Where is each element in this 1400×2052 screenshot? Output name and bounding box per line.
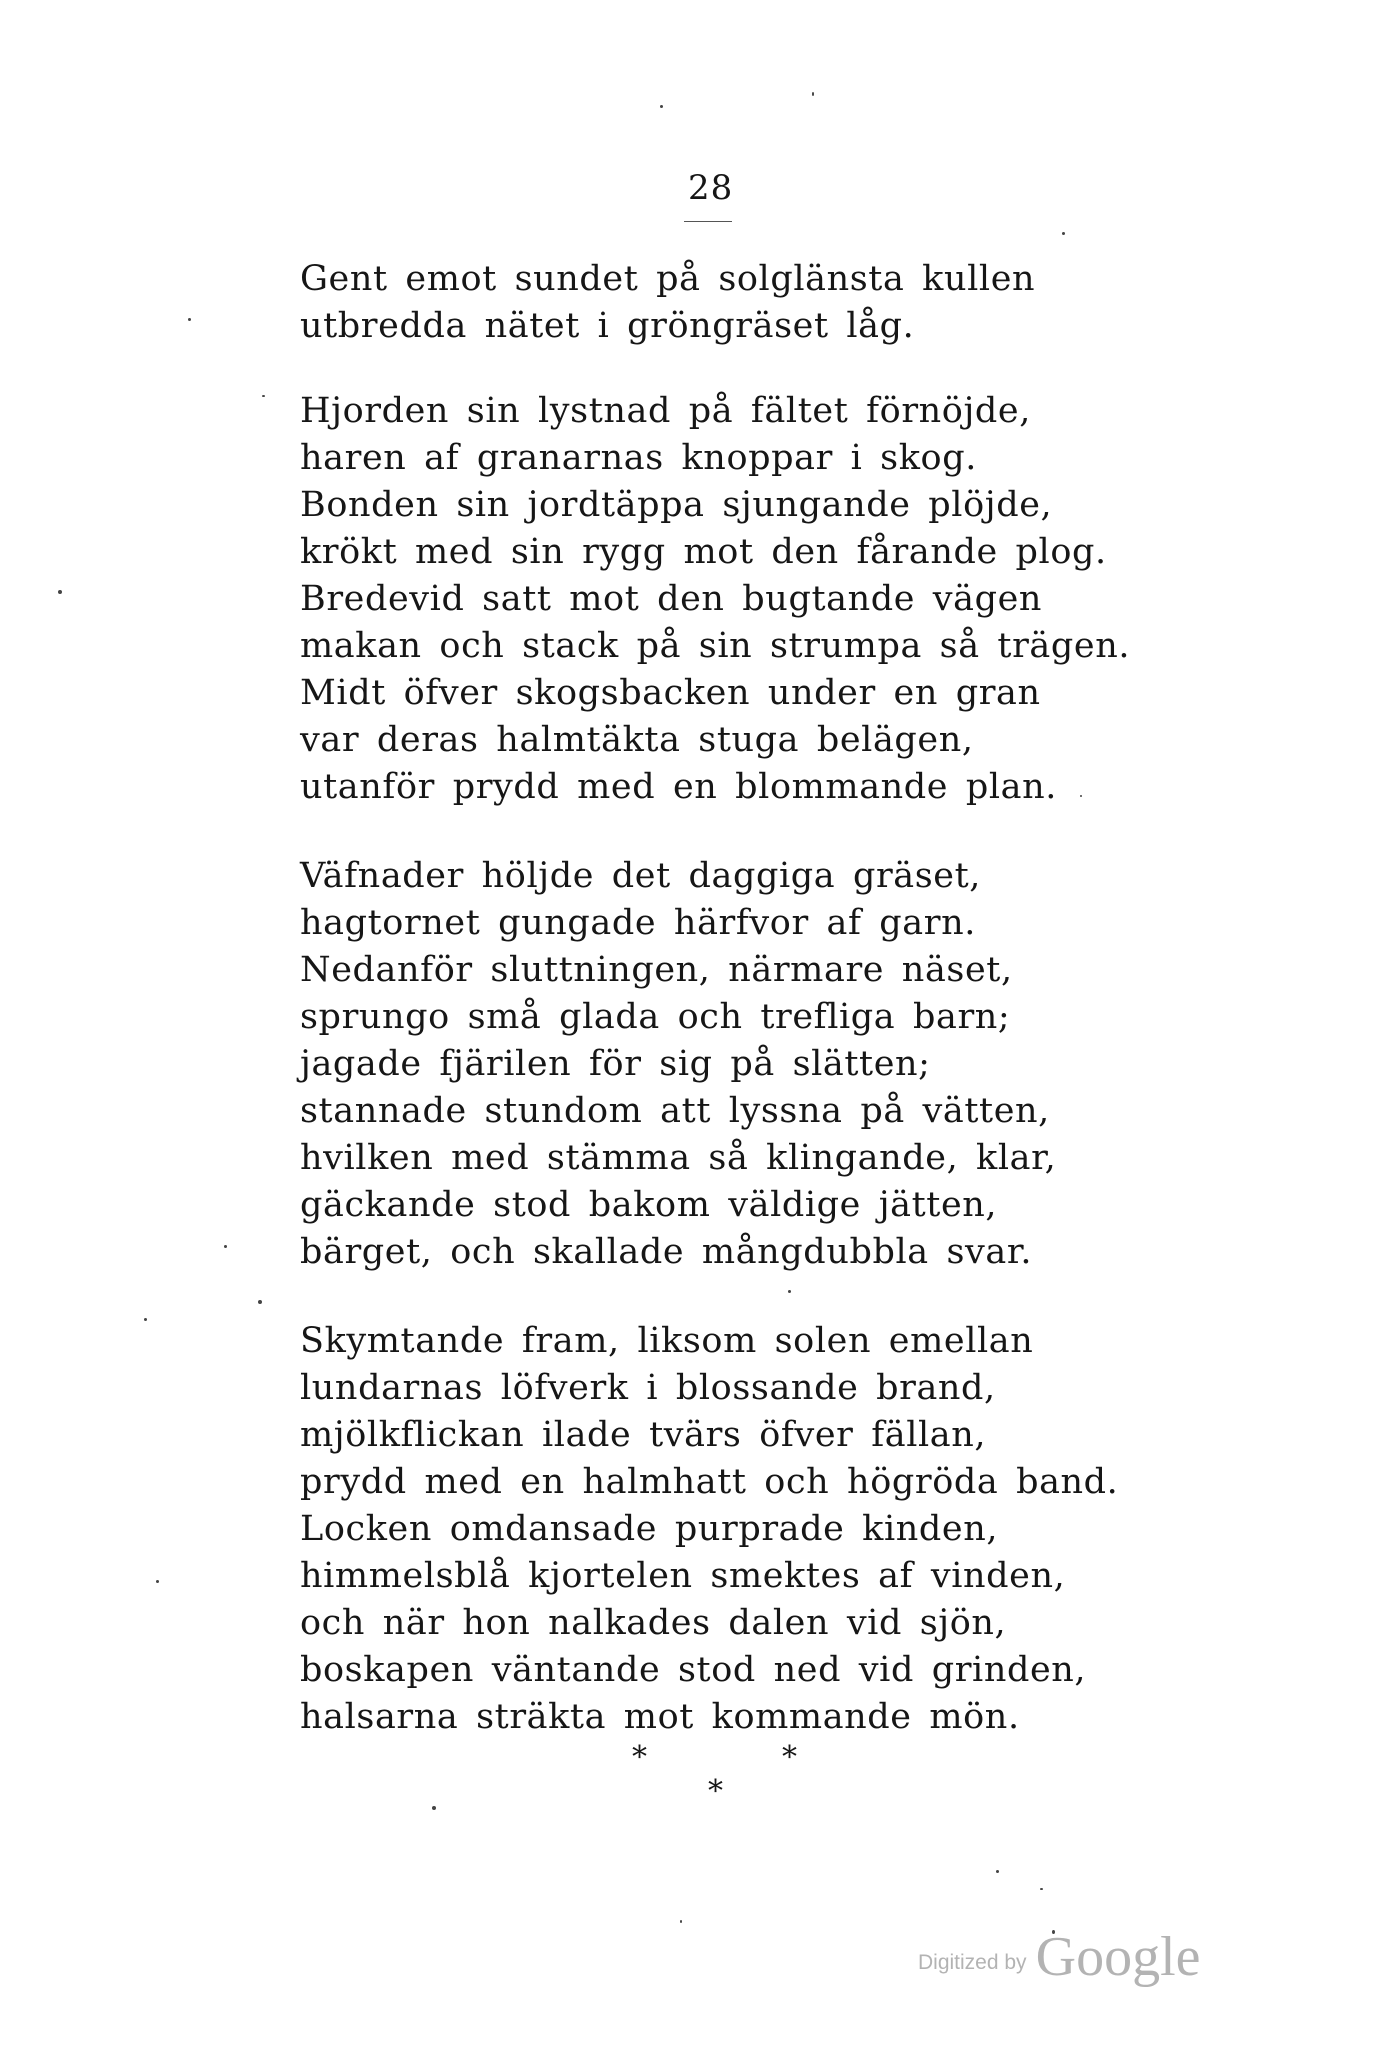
poem-line: Hjorden sin lystnad på fältet förnöjde, bbox=[300, 391, 1031, 431]
poem-line: lundarnas löfverk i blossande brand, bbox=[300, 1368, 996, 1408]
scan-speck bbox=[1040, 1888, 1043, 1890]
poem-line: Väfnader höljde det daggiga gräset, bbox=[300, 856, 982, 896]
poem-line: Nedanför sluttningen, närmare näset, bbox=[300, 950, 1013, 990]
poem-line: mjölkflickan ilade tvärs öfver fällan, bbox=[300, 1415, 987, 1455]
section-separator bbox=[620, 1740, 820, 1810]
poem-line: Skymtande fram, liksom solen emellan bbox=[300, 1321, 1034, 1361]
poem-line: Bonden sin jordtäppa sjungande plöjde, bbox=[300, 485, 1053, 525]
poem-line: himmelsblå kjortelen smektes af vinden, bbox=[300, 1556, 1066, 1596]
scan-speck bbox=[788, 1290, 791, 1293]
poem-line: haren af granarnas knoppar i skog. bbox=[300, 438, 977, 478]
scan-speck bbox=[188, 318, 191, 321]
poem-line: makan och stack på sin strumpa så trägen. bbox=[300, 626, 1131, 666]
google-logo: Google bbox=[1035, 1926, 1201, 1988]
scan-speck bbox=[432, 1806, 436, 1810]
poem-line: stannade stundom att lyssna på vätten, bbox=[300, 1091, 1050, 1131]
scan-speck bbox=[660, 105, 663, 108]
stanza-1 bbox=[300, 256, 1200, 350]
scan-speck bbox=[258, 1300, 262, 1304]
scan-speck bbox=[262, 395, 265, 397]
stanza-3 bbox=[300, 853, 1200, 1276]
poem-line: sprungo små glada och trefliga barn; bbox=[300, 997, 1011, 1037]
poem-line: hvilken med stämma så klingande, klar, bbox=[300, 1138, 1057, 1178]
scan-speck bbox=[224, 1245, 227, 1248]
poem-line: bärget, och skallade mångdubbla svar. bbox=[300, 1232, 1033, 1272]
scan-speck bbox=[156, 1580, 159, 1583]
stanza-4 bbox=[300, 1318, 1200, 1741]
digitized-by-google-watermark bbox=[918, 1925, 1201, 1989]
page-number-rule bbox=[684, 221, 732, 222]
poem-line: krökt med sin rygg mot den fårande plog. bbox=[300, 532, 1107, 572]
scan-speck bbox=[1080, 795, 1082, 797]
poem-line: och när hon nalkades dalen vid sjön, bbox=[300, 1603, 1007, 1643]
scan-speck bbox=[812, 92, 814, 96]
poem-line: Locken omdansade purprade kinden, bbox=[300, 1509, 999, 1549]
poem-line: Midt öfver skogsbacken under en gran bbox=[300, 673, 1041, 713]
page-number: 28 bbox=[688, 168, 734, 208]
scan-speck bbox=[58, 590, 62, 594]
scan-speck bbox=[680, 1920, 682, 1923]
poem-line: gäckande stod bakom väldige jätten, bbox=[300, 1185, 998, 1225]
asterisk: * bbox=[782, 1740, 797, 1775]
poem-line: Bredevid satt mot den bugtande vägen bbox=[300, 579, 1043, 619]
poem-line: var deras halmtäkta stuga belägen, bbox=[300, 720, 974, 760]
poem-line: prydd med en halmhatt och högröda band. bbox=[300, 1462, 1119, 1502]
poem bbox=[300, 256, 1200, 1741]
poem-line: boskapen väntande stod ned vid grinden, bbox=[300, 1650, 1087, 1690]
poem-line: utanför prydd med en blommande plan. bbox=[300, 767, 1057, 807]
stanza-2 bbox=[300, 388, 1200, 811]
poem-line: halsarna sträkta mot kommande mön. bbox=[300, 1697, 1020, 1737]
scan-speck bbox=[996, 1870, 999, 1873]
asterisk: * bbox=[632, 1740, 647, 1775]
scan-speck bbox=[144, 1318, 147, 1321]
poem-line: utbredda nätet i gröngräset låg. bbox=[300, 306, 915, 346]
digitized-by-label: Digitized by bbox=[918, 1951, 1027, 1974]
poem-line: jagade fjärilen för sig på slätten; bbox=[300, 1044, 931, 1084]
asterisk: * bbox=[708, 1774, 723, 1809]
scan-speck bbox=[1062, 232, 1065, 235]
poem-line: hagtornet gungade härfvor af garn. bbox=[300, 903, 976, 943]
poem-line: Gent emot sundet på solglänsta kullen bbox=[300, 259, 1036, 299]
